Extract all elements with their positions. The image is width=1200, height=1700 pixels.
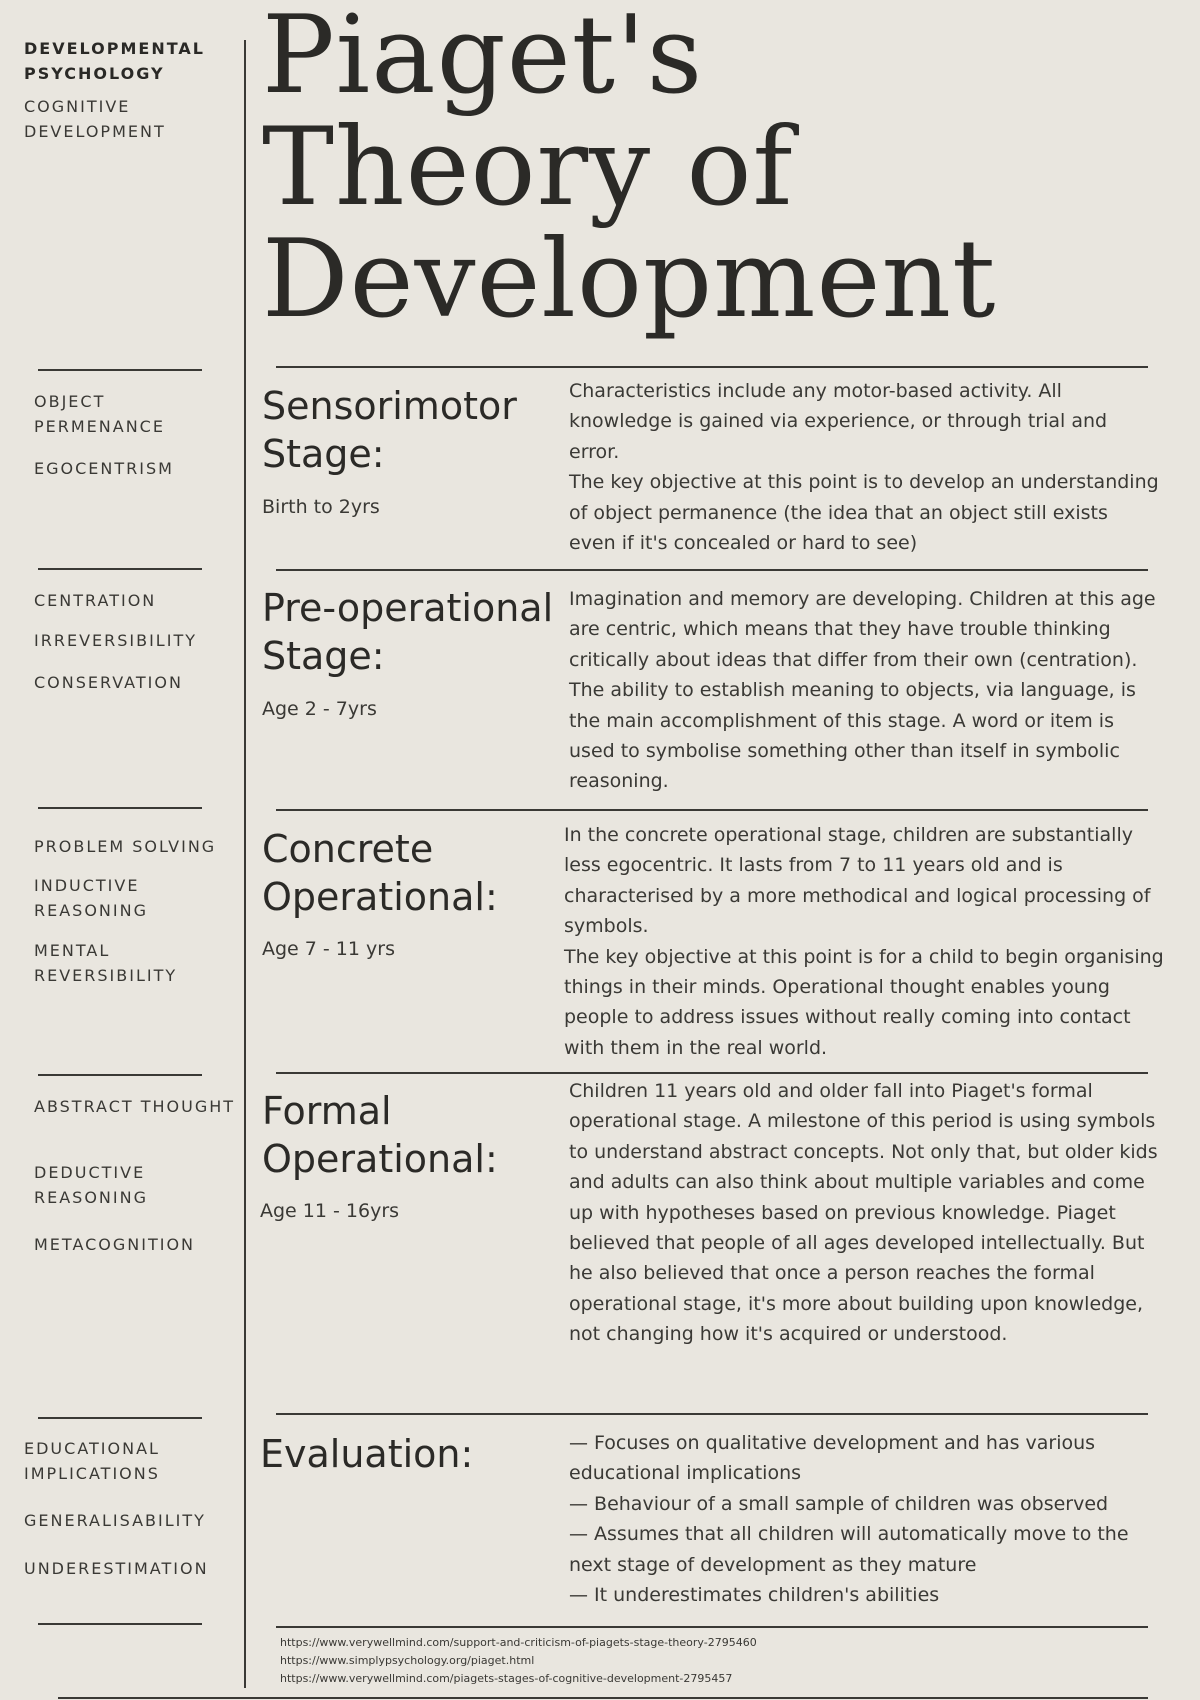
keyword-abstract-thought: ABSTRACT THOUGHT (34, 1097, 236, 1116)
sidebar-divider (38, 369, 202, 371)
stage-age: Age 7 - 11 yrs (262, 938, 395, 960)
stage-description: In the concrete operational stage, children are substantially less egocentric. It lasts from 7 to 11 years old and is characterised by a more methodical and logical processing of symbols. The key objective at this point is for a child to begin organising things in their minds. Operational thought enables young people to address issues without really coming into contact with them in the real world. (564, 824, 1164, 1059)
keyword-deductive-reasoning: DEDUCTIVE REASONING (34, 1163, 148, 1207)
page-title (262, 0, 997, 342)
stage-heading-line: Sensorimotor (262, 384, 517, 428)
stage-heading-line: Stage: (262, 432, 385, 476)
stage-heading-line: Operational: (262, 875, 498, 919)
keyword-underestimation: UNDERESTIMATION (24, 1559, 209, 1578)
stage-heading (262, 1087, 498, 1183)
title-line-3: Development (262, 217, 997, 342)
reference-link[interactable]: https://www.simplypsychology.org/piaget.html (280, 1654, 535, 1667)
stage-description: Characteristics include any motor-based activity. All knowledge is gained via experience, or through trial and error. The key objective at this point is to develop an understanding of object permanence (the idea that an object still exists even if it's concealed or hard to see) (569, 380, 1159, 555)
stage-heading (262, 825, 498, 921)
stage-heading-line: Stage: (262, 634, 385, 678)
content-divider (276, 1413, 1148, 1415)
subject-label: DEVELOPMENTAL PSYCHOLOGY (24, 39, 205, 83)
stage-heading (262, 584, 553, 680)
content-divider (276, 366, 1148, 368)
keyword-irreversibility: IRREVERSIBILITY (34, 631, 197, 650)
references (280, 1634, 757, 1688)
topic-label: COGNITIVE DEVELOPMENT (24, 97, 166, 141)
stage-description: Children 11 years old and older fall into Piaget's formal operational stage. A milestone of this period is using symbols to understand abstract concepts. Not only that, but older kids and adults can also think about multiple variables and come up with hypotheses based on previous knowledge. Piaget believed that people of all ages developed intellectually. But he also believed that once a person reaches the formal operational stage, it's more about building upon knowledge, not changing how it's acquired or understood. (569, 1080, 1158, 1346)
title-line-2: Theory of (262, 105, 794, 230)
stage-age: Birth to 2yrs (262, 496, 380, 518)
keyword-object-permanence: OBJECT PERMENANCE (34, 392, 165, 436)
evaluation-heading: Evaluation: (260, 1432, 474, 1476)
keyword-egocentrism: EGOCENTRISM (34, 459, 174, 478)
keyword-centration: CENTRATION (34, 591, 157, 610)
stage-heading-line: Operational: (262, 1137, 498, 1181)
stage-heading-line: Pre-operational (262, 586, 554, 630)
sidebar-divider (38, 807, 202, 809)
title-line-1: Piaget's (262, 0, 704, 118)
stage-heading (262, 382, 517, 478)
content-divider (276, 809, 1148, 811)
stage-heading-line: Concrete (262, 827, 434, 871)
sidebar-divider (38, 1074, 202, 1076)
content-divider (276, 569, 1148, 571)
stage-age: Age 11 - 16yrs (260, 1200, 400, 1222)
stage-heading-line: Formal (262, 1089, 392, 1133)
stage-age: Age 2 - 7yrs (262, 698, 377, 720)
reference-link[interactable]: https://www.verywellmind.com/support-and-criticism-of-piagets-stage-theory-2795460 (280, 1636, 757, 1649)
content-divider (276, 1072, 1148, 1074)
evaluation-text: — Focuses on qualitative development and has various educational implications — Behaviour of a small sample of children was observed — Assumes that all children will automatically move to the next stage of development as they mature — It underestimates children's abilities (569, 1432, 1129, 1607)
bottom-divider (58, 1697, 1148, 1699)
content-divider (276, 1626, 1148, 1628)
keyword-generalisability: GENERALISABILITY (24, 1511, 206, 1530)
keyword-conservation: CONSERVATION (34, 673, 183, 692)
keyword-problem-solving: PROBLEM SOLVING (34, 837, 217, 856)
keyword-metacognition: METACOGNITION (34, 1235, 196, 1254)
keyword-mental-reversibility: MENTAL REVERSIBILITY (34, 941, 178, 985)
keyword-inductive-reasoning: INDUCTIVE REASONING (34, 876, 148, 920)
keyword-educational-implications: EDUCATIONAL IMPLICATIONS (24, 1439, 160, 1483)
vertical-divider (244, 40, 246, 1688)
stage-description: Imagination and memory are developing. Children at this age are centric, which means that they have trouble thinking critically about ideas that differ from their own (centration). The ability to establish meaning to objects, via language, is the main accomplishment of this stage. A word or item is used to symbolise something other than itself in symbolic reasoning. (569, 588, 1156, 793)
sidebar-divider (38, 1417, 202, 1419)
reference-link[interactable]: https://www.verywellmind.com/piagets-stages-of-cognitive-development-2795457 (280, 1672, 733, 1685)
sidebar-divider (38, 568, 202, 570)
sidebar-divider (38, 1623, 202, 1625)
